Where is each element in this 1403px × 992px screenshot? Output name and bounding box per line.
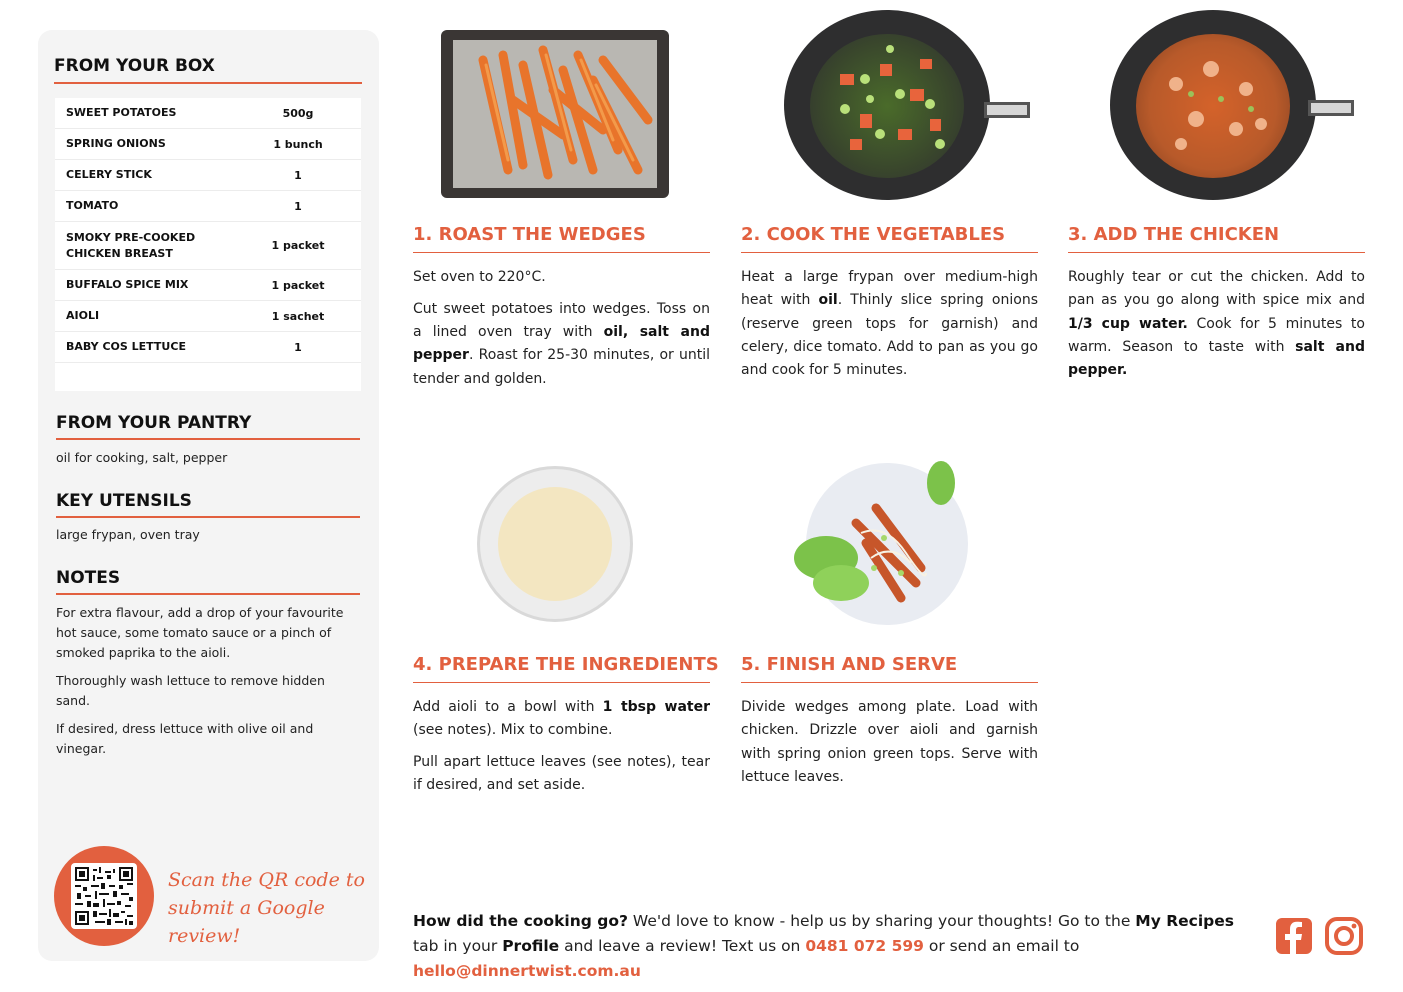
qr-caption-line2: submit a Google review! — [168, 897, 325, 947]
step-2-para-1 — [741, 266, 1038, 382]
qr-code-icon — [71, 863, 137, 929]
note-item: If desired, dress lettuce with olive oil and vinegar. — [56, 721, 314, 756]
facebook-glyph — [1275, 917, 1313, 955]
finished-dish-photo — [806, 463, 968, 625]
text-run: Cook for 5 minutes to warm. Season to taste with — [1068, 315, 1365, 355]
text-run: . Roast for 25-30 minutes, or until tender and golden. — [413, 347, 710, 387]
roasted-wedges-photo — [441, 30, 669, 198]
profile-label: Profile — [502, 937, 560, 955]
qr-badge[interactable] — [54, 846, 154, 946]
qr-caption — [168, 866, 368, 950]
utensils-text: large frypan, oven tray — [56, 527, 200, 542]
email-link[interactable]: hello@dinnertwist.com.au — [413, 962, 641, 980]
aioli-bowl-photo — [477, 466, 633, 622]
qr-caption-line1: Scan the QR code to — [168, 869, 365, 891]
ingredient-name: SPRING ONIONS — [66, 137, 166, 150]
bold-run: salt and pepper. — [1068, 338, 1365, 379]
vegetables-pan-photo — [784, 10, 990, 200]
instagram-icon[interactable] — [1325, 917, 1363, 955]
pan-handle — [984, 102, 1030, 118]
ingredient-row — [55, 160, 361, 191]
text-run: Roughly tear or cut the chicken. Add to pan as you go along with spice mix and — [1068, 269, 1365, 309]
my-recipes-label: My Recipes — [1135, 912, 1234, 930]
pan-handle — [1308, 100, 1354, 116]
utensils-title: KEY UTENSILS — [56, 491, 360, 518]
ingredient-qty: 1 — [294, 340, 302, 354]
ingredient-name: BUFFALO SPICE MIX — [66, 278, 189, 291]
ingredient-row — [55, 270, 361, 301]
ingredient-name: TOMATO — [66, 199, 119, 212]
box-title: FROM YOUR BOX — [54, 56, 362, 84]
text-run: Add aioli to a bowl with — [413, 699, 603, 715]
step-5-para-1: Divide wedges among plate. Load with chicken. Drizzle over aioli and garnish with spring onion green tops. Serve with lettuce leaves. — [741, 699, 1038, 785]
ingredient-qty: 1 — [294, 168, 302, 182]
ingredient-qty: 1 packet — [271, 278, 325, 292]
facebook-icon[interactable] — [1275, 917, 1313, 955]
ingredient-qty: 500g — [282, 106, 314, 120]
aioli-sauce — [498, 487, 612, 601]
bold-run: 1/3 cup water. — [1068, 315, 1188, 332]
text-run: Cut sweet potatoes into wedges. Toss on a lined oven tray with — [413, 300, 710, 341]
phone-link[interactable]: 0481 072 599 — [805, 937, 924, 955]
bold-run: oil, salt and pepper — [413, 324, 710, 364]
ingredient-qty: 1 sachet — [271, 309, 325, 323]
note-item: For extra flavour, add a drop of your favourite hot sauce, some tomato sauce or a pinch of smoked paprika to the aioli. — [56, 605, 344, 660]
step-5-body — [741, 696, 1038, 798]
notes-text — [56, 603, 361, 767]
ingredient-row — [55, 332, 361, 363]
vegetables-food — [810, 34, 964, 178]
notes-title: NOTES — [56, 568, 360, 595]
instagram-glyph — [1325, 917, 1363, 955]
step-3-body — [1068, 266, 1365, 391]
sidebar — [38, 30, 379, 961]
text-run: or send an email to — [923, 937, 1080, 955]
step-4-body — [413, 696, 710, 806]
step-1-para-2 — [413, 298, 710, 391]
ingredient-name: SMOKY PRE-COOKED CHICKEN BREAST — [66, 230, 196, 260]
chicken-graphic — [1136, 34, 1290, 178]
bold-run: oil — [818, 292, 838, 309]
ingredient-row — [55, 129, 361, 160]
ingredient-name: AIOLI — [66, 309, 100, 322]
step-5-title: 5. FINISH AND SERVE — [741, 654, 1038, 683]
step-1-title: 1. ROAST THE WEDGES — [413, 224, 710, 253]
vegetables-graphic — [810, 34, 964, 178]
ingredients-table — [55, 98, 361, 391]
chicken-pan-photo — [1110, 10, 1316, 200]
ingredient-row — [55, 191, 361, 222]
step-4-title: 4. PREPARE THE INGREDIENTS — [413, 654, 710, 683]
ingredient-name: SWEET POTATOES — [66, 106, 177, 119]
dish-graphic — [806, 463, 968, 625]
step-4-para-1 — [413, 696, 710, 743]
step-1-body — [413, 266, 710, 399]
step-2-title: 2. COOK THE VEGETABLES — [741, 224, 1038, 253]
pantry-text: oil for cooking, salt, pepper — [56, 450, 228, 465]
footer-question: How did the cooking go? — [413, 912, 628, 930]
ingredient-name: BABY COS LETTUCE — [66, 340, 186, 353]
step-3-para-1 — [1068, 266, 1365, 382]
ingredient-name: CELERY STICK — [66, 168, 152, 181]
ingredient-row — [55, 301, 361, 332]
wedges-graphic — [453, 40, 657, 188]
step-2-body — [741, 266, 1038, 391]
step-1-para-1: Set oven to 220°C. — [413, 269, 546, 285]
feedback-footer — [413, 909, 1263, 984]
step-3-title: 3. ADD THE CHICKEN — [1068, 224, 1365, 253]
bold-run: 1 tbsp water — [602, 699, 711, 715]
ingredient-qty: 1 — [294, 199, 302, 213]
ingredient-qty: 1 packet — [271, 239, 325, 252]
text-run: (see notes). Mix to combine. — [413, 722, 613, 739]
text-run: . Thinly slice spring onions (reserve green tops for garnish) and celery, dice tomato. Add to pan as you go and cook for 5 minutes. — [741, 292, 1038, 379]
step-4-para-2: Pull apart lettuce leaves (see notes), tear if desired, and set aside. — [413, 754, 710, 794]
note-item: Thoroughly wash lettuce to remove hidden sand. — [56, 673, 325, 708]
text-run: tab in your — [413, 937, 503, 955]
qr-code-graphic — [75, 867, 133, 925]
chicken-food — [1136, 34, 1290, 178]
text-run: Heat a large frypan over medium-high heat with — [741, 269, 1038, 309]
text-run: and leave a review! Text us on — [559, 937, 806, 955]
pantry-title: FROM YOUR PANTRY — [56, 413, 360, 440]
tray-surface — [453, 40, 657, 188]
ingredient-row — [55, 98, 361, 129]
text-run: We'd love to know - help us by sharing your thoughts! Go to the — [627, 912, 1136, 930]
ingredient-row — [55, 222, 361, 270]
ingredient-qty: 1 bunch — [273, 137, 323, 151]
